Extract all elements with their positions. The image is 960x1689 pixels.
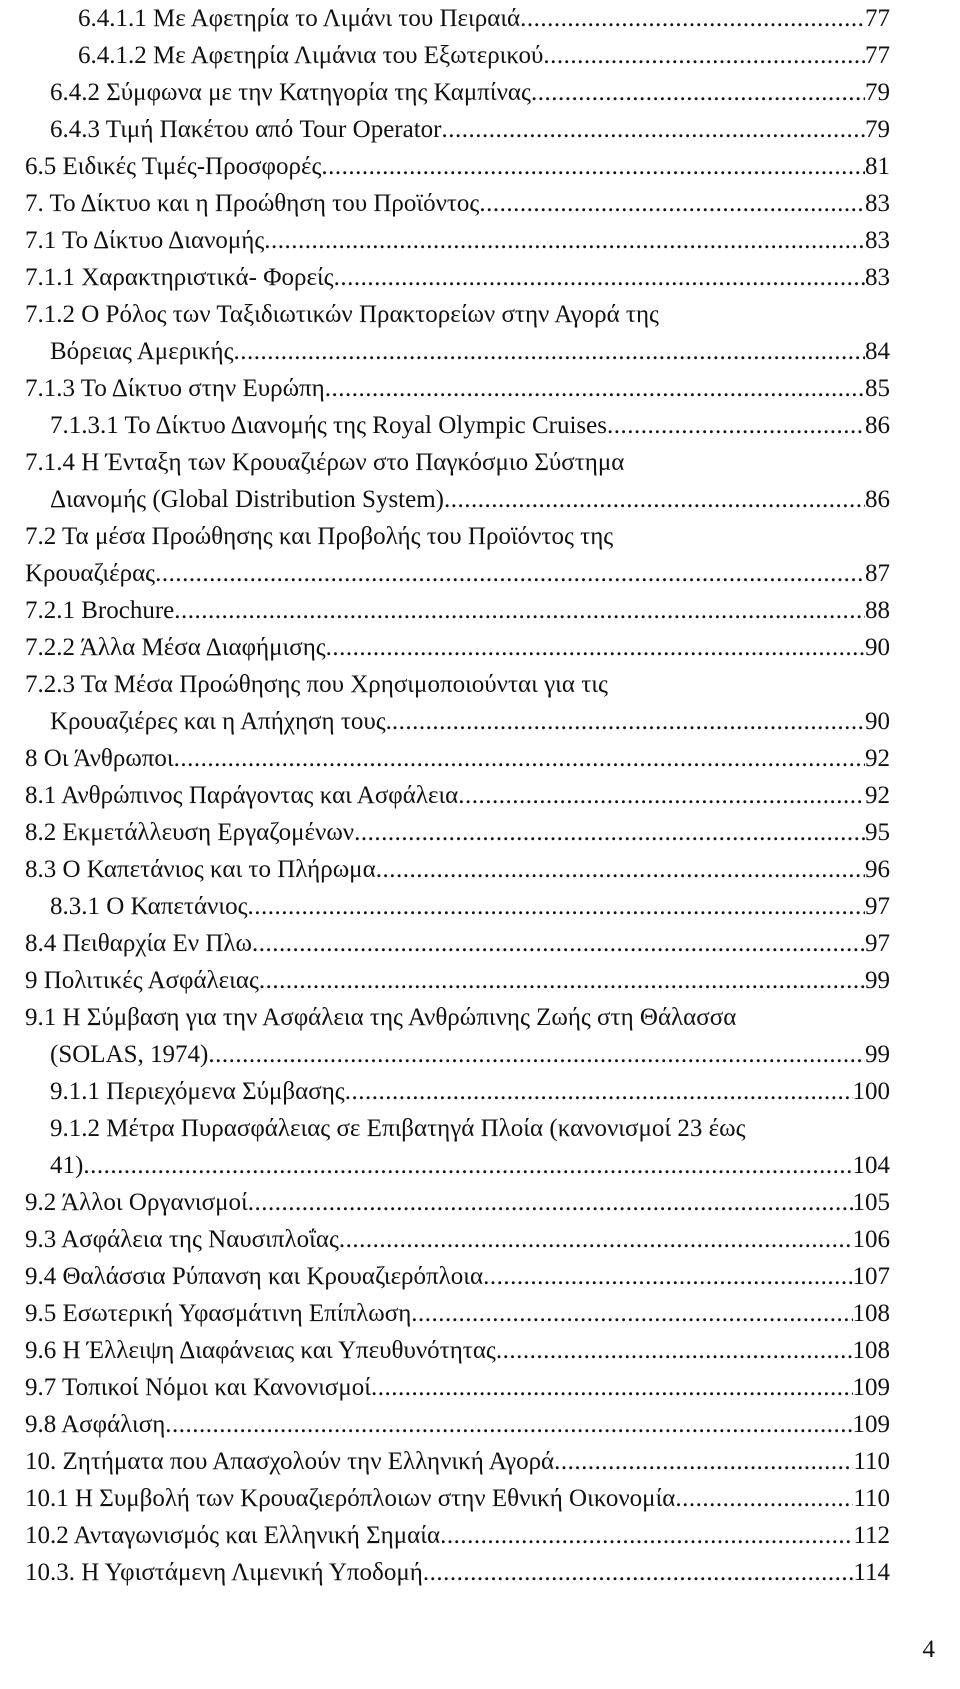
toc-entry[interactable] xyxy=(0,1295,890,1332)
toc-entry-title: 8.3 Ο Καπετάνιος και το Πλήρωμα xyxy=(25,856,376,883)
dot-leader xyxy=(326,629,865,666)
toc-entry[interactable] xyxy=(0,74,890,111)
toc-page-number: 83 xyxy=(865,190,890,217)
toc-entry[interactable] xyxy=(0,1554,890,1591)
dot-leader xyxy=(252,925,865,962)
toc-page-number: 79 xyxy=(865,116,890,143)
toc-entry[interactable] xyxy=(0,1443,890,1480)
toc-entry[interactable] xyxy=(0,1369,890,1406)
toc-page-number: 97 xyxy=(865,930,890,957)
toc-page-number: 100 xyxy=(852,1078,890,1105)
dot-leader xyxy=(479,185,865,222)
toc-page-number: 86 xyxy=(865,412,890,439)
toc-entry-title: 9 Πολιτικές Ασφάλειας xyxy=(25,967,259,994)
toc-page-number: 90 xyxy=(865,634,890,661)
toc-entry-title: 9.5 Εσωτερική Υφασμάτινη Επίπλωση xyxy=(25,1300,412,1327)
toc-entry[interactable] xyxy=(0,111,890,148)
toc-entry-title: 10.3. Η Υφιστάμενη Λιμενική Υποδομή xyxy=(25,1559,423,1586)
toc-page-number: 97 xyxy=(865,893,890,920)
toc-page-number: 92 xyxy=(865,745,890,772)
toc-entry[interactable] xyxy=(0,740,890,777)
toc-entry-title: 9.1.1 Περιεχόμενα Σύμβασης xyxy=(50,1078,345,1105)
toc-entry-title: 8.2 Εκμετάλλευση Εργαζομένων xyxy=(25,819,355,846)
dot-leader xyxy=(354,814,865,851)
toc-page-number: 108 xyxy=(852,1300,890,1327)
toc-entry-title: 6.5 Ειδικές Τιμές-Προσφορές xyxy=(25,153,322,180)
toc-page-number: 109 xyxy=(852,1411,890,1438)
toc-page-number: 83 xyxy=(865,264,890,291)
toc-entry[interactable] xyxy=(0,777,890,814)
toc-entry-title: 7.1 Το Δίκτυο Διανομής xyxy=(25,227,265,254)
toc-entry-title-continued: Διανομής (Global Distribution System) xyxy=(50,486,444,513)
toc-entry-title: 6.4.1.1 Με Αφετηρία το Λιμάνι του Πειραιά xyxy=(78,5,521,32)
dot-leader xyxy=(264,222,865,259)
toc-entry[interactable] xyxy=(0,518,890,592)
toc-entry-title: 8.1 Ανθρώπινος Παράγοντας και Ασφάλεια xyxy=(25,782,459,809)
toc-entry-title: 7.2.1 Brochure xyxy=(25,597,175,624)
toc-entry[interactable] xyxy=(0,370,890,407)
toc-entry[interactable] xyxy=(0,407,890,444)
toc-entry[interactable] xyxy=(0,259,890,296)
dot-leader xyxy=(607,407,865,444)
toc-entry[interactable] xyxy=(0,925,890,962)
toc-entry[interactable] xyxy=(0,1406,890,1443)
dot-leader xyxy=(444,481,865,518)
toc-entry-title: 9.2 Άλλοι Οργανισμοί xyxy=(25,1189,248,1216)
toc-page-number: 109 xyxy=(852,1374,890,1401)
toc-entry-title: 7.1.3 Το Δίκτυο στην Ευρώπη xyxy=(25,375,325,402)
toc-page-number: 87 xyxy=(865,560,890,587)
toc-entry-title-continued: (SOLAS, 1974) xyxy=(50,1041,209,1068)
toc-entry-title: 8.3.1 Ο Καπετάνιος xyxy=(50,893,248,920)
dot-leader xyxy=(83,1147,852,1184)
toc-page-number: 77 xyxy=(865,42,890,69)
toc-page-number: 96 xyxy=(865,856,890,883)
toc-entry-title: 7. Το Δίκτυο και η Προώθηση του Προϊόντος xyxy=(25,190,480,217)
dot-leader xyxy=(371,1369,852,1406)
dot-leader xyxy=(174,740,865,777)
toc-page-number: 92 xyxy=(865,782,890,809)
toc-page-number: 110 xyxy=(853,1448,890,1475)
toc-page-number: 105 xyxy=(852,1189,890,1216)
toc-entry-title: 8 Οι Άνθρωποι xyxy=(25,745,174,772)
toc-entry-title: 6.4.1.2 Με Αφετηρία Λιμάνια του Εξωτερικού xyxy=(78,42,544,69)
dot-leader xyxy=(392,703,865,740)
toc-entry-title: 9.8 Ασφάλιση xyxy=(25,1411,166,1438)
toc-entry[interactable] xyxy=(0,444,890,518)
toc-entry[interactable] xyxy=(0,592,890,629)
dot-leader xyxy=(321,148,865,185)
toc-page-number: 81 xyxy=(865,153,890,180)
toc-entry-title: 7.1.4 Η Ένταξη των Κρουαζιέρων στο Παγκόσμιο Σύστημα xyxy=(25,449,625,476)
toc-entry[interactable] xyxy=(0,999,890,1073)
toc-page-number: 84 xyxy=(865,338,890,365)
toc-entry[interactable] xyxy=(0,222,890,259)
dot-leader xyxy=(496,1332,853,1369)
toc-entry-title: 9.4 Θαλάσσια Ρύπανση και Κρουαζιερόπλοια xyxy=(25,1263,484,1290)
dot-leader xyxy=(376,851,865,888)
dot-leader xyxy=(325,370,865,407)
dot-leader xyxy=(483,1258,852,1295)
toc-entry-title: 9.7 Τοπικοί Νόμοι και Κανονισμοί xyxy=(25,1374,372,1401)
dot-leader xyxy=(543,37,865,74)
toc-entry-title: 9.1.2 Μέτρα Πυρασφάλειας σε Επιβατηγά Πλοία (κανονισμοί 23 έως xyxy=(50,1115,746,1142)
toc-entry-title: 9.3 Ασφάλεια της Ναυσιπλοΐας xyxy=(25,1226,339,1253)
toc-entry[interactable] xyxy=(0,296,890,370)
toc-entry[interactable] xyxy=(0,1073,890,1110)
dot-leader xyxy=(174,592,865,629)
toc-entry-title: 7.2 Τα μέσα Προώθησης και Προβολής του Προϊόντος της xyxy=(25,523,614,550)
dot-leader xyxy=(208,1036,865,1073)
toc-entry[interactable] xyxy=(0,1258,890,1295)
toc-entry[interactable] xyxy=(0,888,890,925)
toc-page-number: 85 xyxy=(865,375,890,402)
toc-entry-title: 10. Ζητήματα που Απασχολούν την Ελληνική Αγορά xyxy=(25,1448,555,1475)
toc-entry-title-continued: Κρουαζιέρας xyxy=(25,560,156,587)
toc-entry[interactable] xyxy=(0,148,890,185)
toc-entry[interactable] xyxy=(0,1184,890,1221)
toc-page-number: 79 xyxy=(865,79,890,106)
dot-leader xyxy=(675,1480,853,1517)
toc-page-number: 90 xyxy=(865,708,890,735)
toc-page-number: 106 xyxy=(852,1226,890,1253)
dot-leader xyxy=(334,259,865,296)
toc-entry[interactable] xyxy=(0,629,890,666)
toc-entry[interactable] xyxy=(0,962,890,999)
toc-entry-title: 7.1.1 Χαρακτηριστικά- Φορείς xyxy=(25,264,334,291)
toc-entry[interactable] xyxy=(0,1517,890,1554)
dot-leader xyxy=(441,111,865,148)
toc-entry-title: 10.1 Η Συμβολή των Κρουαζιερόπλοιων στην Εθνική Οικονομία xyxy=(25,1485,676,1512)
toc-entry-title: 7.1.2 Ο Ρόλος των Ταξιδιωτικών Πρακτορείων στην Αγορά της xyxy=(25,301,659,328)
toc-entry-title-continued: 41) xyxy=(50,1152,84,1179)
dot-leader xyxy=(458,777,865,814)
toc-entry[interactable] xyxy=(0,851,890,888)
dot-leader xyxy=(440,1517,853,1554)
toc-entry-title: 6.4.2 Σύμφωνα με την Κατηγορία της Καμπίνας xyxy=(50,79,531,106)
toc-page-number: 108 xyxy=(852,1337,890,1364)
dot-leader xyxy=(531,74,865,111)
toc-page-number: 107 xyxy=(852,1263,890,1290)
toc-entry-title: 9.1 Η Σύμβαση για την Ασφάλεια της Ανθρώπινης Ζωής στη Θάλασσα xyxy=(25,1004,737,1031)
toc-entry-title-continued: Κρουαζιέρες και η Απήχηση τους. xyxy=(50,708,392,735)
toc-entry[interactable] xyxy=(0,814,890,851)
dot-leader xyxy=(155,555,865,592)
toc-entry[interactable] xyxy=(0,1480,890,1517)
toc-page-number: 83 xyxy=(865,227,890,254)
toc-page-number: 110 xyxy=(853,1485,890,1512)
toc-entry[interactable] xyxy=(0,0,890,37)
toc-page-number: 104 xyxy=(852,1152,890,1179)
toc-entry-title-continued: Βόρειας Αμερικής xyxy=(50,338,234,365)
dot-leader xyxy=(423,1554,854,1591)
toc-entry[interactable] xyxy=(0,1221,890,1258)
toc-entry-title: 7.1.3.1 Το Δίκτυο Διανομής της Royal Olympic Cruises xyxy=(50,412,607,439)
dot-leader xyxy=(233,333,865,370)
toc-entry[interactable] xyxy=(0,666,890,740)
dot-leader xyxy=(554,1443,853,1480)
toc-entry-title: 8.4 Πειθαρχία Εν Πλω xyxy=(25,930,252,957)
toc-entry[interactable] xyxy=(0,37,890,74)
toc-page-number: 99 xyxy=(865,1041,890,1068)
toc-entry[interactable] xyxy=(0,185,890,222)
dot-leader xyxy=(247,888,865,925)
toc-entry-title: 6.4.3 Τιμή Πακέτου από Tour Operator xyxy=(50,116,442,143)
toc-entry-title: 10.2 Ανταγωνισμός και Ελληνική Σημαία xyxy=(25,1522,441,1549)
dot-leader xyxy=(345,1073,853,1110)
toc-entry-title: 7.2.2 Άλλα Μέσα Διαφήμισης xyxy=(25,634,326,661)
dot-leader xyxy=(259,962,865,999)
dot-leader xyxy=(411,1295,852,1332)
dot-leader xyxy=(248,1184,853,1221)
dot-leader xyxy=(520,0,865,37)
toc-page-number: 77 xyxy=(865,5,890,32)
toc-page-number: 99 xyxy=(865,967,890,994)
toc-page-number: 95 xyxy=(865,819,890,846)
dot-leader xyxy=(339,1221,853,1258)
dot-leader xyxy=(165,1406,852,1443)
toc-page-number: 86 xyxy=(865,486,890,513)
toc-entry-title: 9.6 Η Έλλειψη Διαφάνειας και Υπευθυνότητας xyxy=(25,1337,496,1364)
toc-entry-title: 7.2.3 Τα Μέσα Προώθησης που Χρησιμοποιούνται για τις xyxy=(25,671,608,698)
toc-entry[interactable] xyxy=(0,1332,890,1369)
page-number: 4 xyxy=(922,1636,935,1663)
toc-page-number: 114 xyxy=(853,1559,890,1586)
toc-page-number: 88 xyxy=(865,597,890,624)
toc-page-number: 112 xyxy=(853,1522,890,1549)
toc-entry[interactable] xyxy=(0,1110,890,1184)
